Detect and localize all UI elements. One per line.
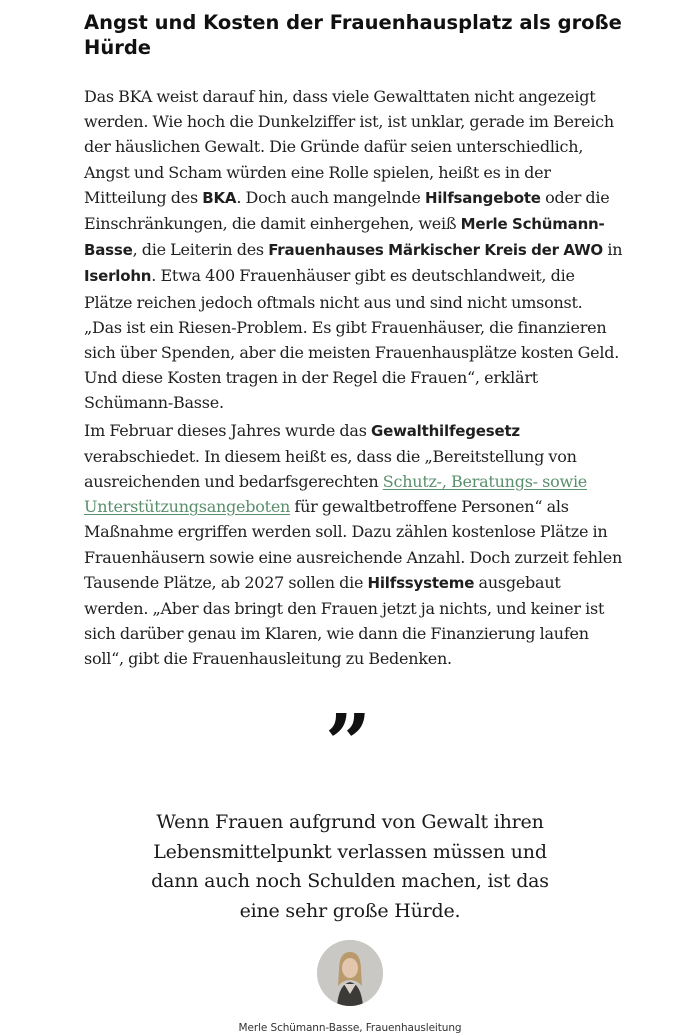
bold-term-hilfsangebote: Hilfsangebote <box>424 188 541 207</box>
bold-term-frauenhaus: Frauenhauses Märkischer Kreis der AWO <box>268 241 603 260</box>
article-paragraph-2 <box>84 418 624 672</box>
bold-term-gewalthilfegesetz: Gewalthilfegesetz <box>371 421 520 440</box>
p2-text-1: Im Februar dieses Jahres wurde das <box>84 420 371 440</box>
avatar-portrait-icon <box>317 940 383 1006</box>
pull-quote <box>0 696 700 1034</box>
article-section <box>84 0 624 672</box>
bold-term-bka: BKA <box>202 188 237 207</box>
quote-caption: Merle Schümann-Basse, Frauenhausleitung <box>238 1022 462 1034</box>
inline-link-schutzangebote[interactable]: Schutz-, Beratungs- sowie Unterstützungsangeboten <box>84 472 588 517</box>
avatar <box>317 940 383 1006</box>
p1-text-3: oder die Einschränkungen, die damit einhergehen, weiß <box>84 187 610 234</box>
p1-text-5: in <box>602 240 623 260</box>
quote-text: Wenn Frauen aufgrund von Gewalt ihren Lebensmittelpunkt verlassen müssen und dann auch noch Schulden machen, ist das eine sehr große Hürde. <box>151 811 549 922</box>
bold-term-iserlohn: Iserlohn <box>84 267 152 286</box>
p2-text-2: verabschiedet. In diesem heißt es, dass die „Bereitstellung von ausreichenden und bedarfsgerechten <box>84 446 577 492</box>
p2-text-4: ausgebaut werden. „Aber das bringt den Frauen jetzt ja nichts, und keiner ist sich darüber genau im Klaren, wie dann die Finanzierung laufen soll“, gibt die Frauenhausleitung zu Bedenken. <box>84 572 605 669</box>
bold-term-hilfssysteme: Hilfssysteme <box>367 573 475 592</box>
article-paragraph-1 <box>84 84 624 416</box>
p1-text-2: . Doch auch mangelnde <box>236 187 425 207</box>
p1-text-1: Das BKA weist darauf hin, dass viele Gewalttaten nicht angezeigt werden. Wie hoch die Dunkelziffer ist, ist unklar, gerade im Bereich der häuslichen Gewalt. Die Gründe dafür seien unterschiedlich, Angst und Scham würden eine Rolle spielen, heißt es in der Mitteilung des <box>84 87 614 207</box>
p2-text-3: für gewaltbetroffene Personen“ als Maßnahme ergriffen werden soll. Dazu zählen kostenlose Plätze in Frauenhäusern sowie eine ausreichende Anzahl. Doch zurzeit fehlen Tausende Plätze, ab 2027 sollen die <box>84 497 622 592</box>
section-heading: Angst und Kosten der Frauenhausplatz als große Hürde <box>84 11 622 59</box>
p1-text-4: , die Leiterin des <box>132 240 269 260</box>
quotation-mark-icon: ” <box>324 696 371 790</box>
bold-term-person-name: Merle Schümann-Basse <box>84 215 605 260</box>
p1-text-6: . Etwa 400 Frauenhäuser gibt es deutschlandweit, die Plätze reichen jedoch oftmals nicht aus und sind nicht umsonst. „Das ist ein Riesen-Problem. Es gibt Frauenhäuser, die finanzieren sich über Spenden, aber die meisten Frauenhausplätze kosten Geld. Und diese Kosten tragen in der Regel die Frauen“, erklärt Schümann-Basse. <box>84 266 620 413</box>
